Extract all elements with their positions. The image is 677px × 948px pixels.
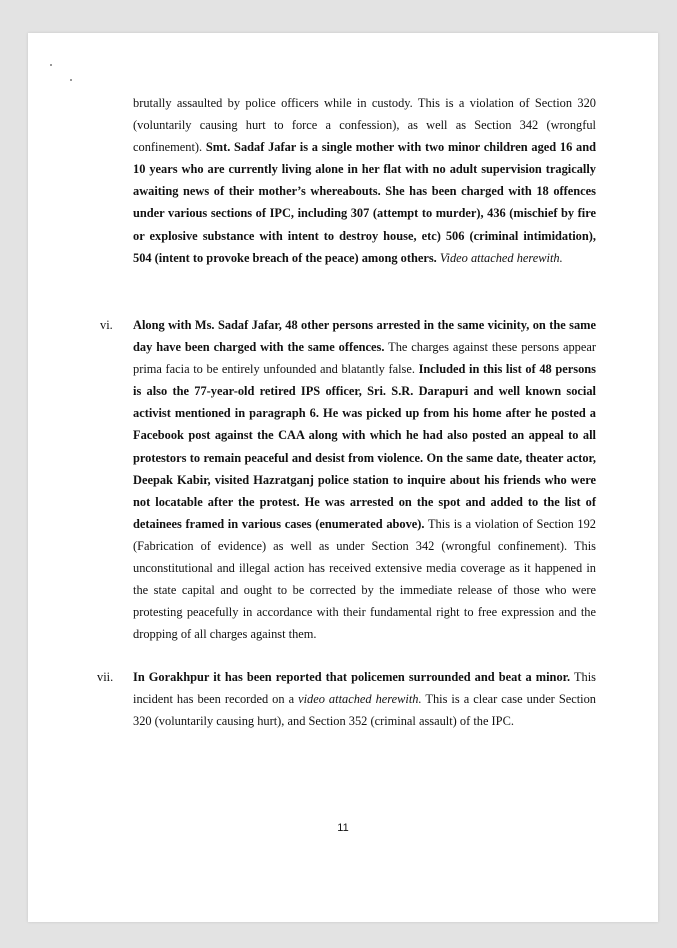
item-vii-marker: vii. — [97, 670, 114, 684]
continuation-bold-text: Smt. Sadaf Jafar is a single mother with two minor children aged 16 and 10 years who are currently living alone in her flat with no adult supervision tragically awaiting news of their mother’s whereabouts. She has been charged with 18 offences under various sections of IPC, including 307 (attempt to murder), 436 (mischief by fire or explosive substance with intent to destroy house, etc) 506 (criminal intimidation), 504 (intent to provoke breach of the peace) among others. — [133, 140, 596, 265]
item-vi-bold-intro: Along with Ms. Sadaf Jafar, 48 other persons arrested in the same vicinity, on the same day have been charged with the same offences. — [133, 318, 596, 355]
item-vi-marker: vi. — [100, 318, 113, 332]
continuation-video-note: Video attached herewith. — [439, 250, 563, 265]
item-vii-paragraph — [133, 666, 596, 732]
document-page — [28, 33, 658, 922]
item-vii-closing-text: This is a clear case under Section 320 (voluntarily causing hurt), and Section 352 (criminal assault) of the IPC. — [133, 692, 596, 729]
item-vii-bold-intro: In Gorakhpur it has been reported that policemen surrounded and beat a minor. — [133, 670, 571, 684]
continuation-text: brutally assaulted by police officers while in custody. This is a violation of Section 320 (voluntarily causing hurt to force a confession), as well as Section 342 (wrongful confinement). — [133, 96, 596, 155]
page-number: 11 — [337, 822, 349, 834]
item-vii-text: This incident has been recorded on a — [133, 670, 596, 707]
item-vii-video-note: video attached herewith. — [298, 692, 422, 707]
scan-speck — [50, 64, 52, 66]
continuation-paragraph — [133, 92, 596, 269]
item-vi-bold-text: Included in this list of 48 persons is also the 77-year-old retired IPS officer, Sri. S.R. Darapuri and well known social activist mentioned in paragraph 6. He was picked up from his home after he posted a Facebook post against the CAA along with which he had also posted an appeal to all protestors to remain peaceful and desist from violence. On the same date, theater actor, Deepak Kabir, visited Hazratganj police station to inquire about his friends who were not locatable after the protest. He was arrested on the spot and added to the list of detainees framed in various cases (enumerated above). — [133, 362, 596, 531]
scan-speck — [70, 79, 72, 81]
item-vi-closing-text: This is a violation of Section 192 (Fabrication of evidence) as well as under Section 342 (wrongful confinement). This unconstitutional and illegal action has received extensive media coverage as it happened in the state capital and ought to be corrected by the immediate release of those who were protesting peacefully in accordance with their fundamental right to free expression and the dropping of all charges against them. — [133, 516, 596, 642]
item-vi-paragraph — [133, 314, 596, 645]
item-vi-text: The charges against these persons appear prima facia to be entirely unfounded and blatantly false. — [133, 340, 596, 377]
